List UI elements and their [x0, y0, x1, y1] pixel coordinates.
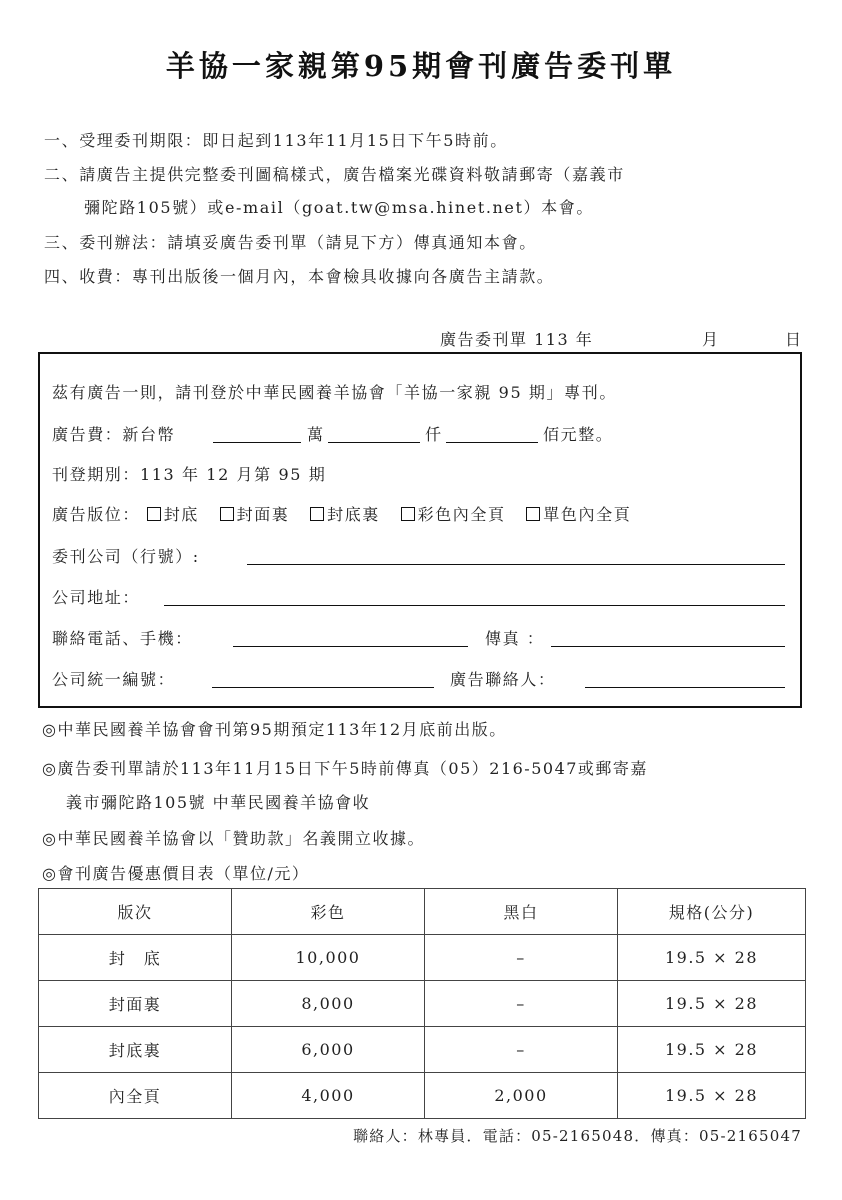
table-cell: 封面裏	[39, 981, 232, 1027]
position-option-color-page[interactable]: 彩色內全頁	[401, 502, 506, 525]
issue-line: 刊登期別：113 年 12 月第 95 期	[52, 465, 327, 484]
form-date-day: 日	[785, 330, 803, 349]
checkbox-icon[interactable]	[526, 507, 540, 521]
phone-field[interactable]	[233, 646, 468, 647]
table-cell: 8,000	[232, 981, 425, 1027]
company-field[interactable]	[247, 564, 785, 565]
table-cell: 2,000	[425, 1073, 618, 1119]
table-cell: 10,000	[232, 935, 425, 981]
position-option-back-cover[interactable]: 封底	[147, 502, 199, 525]
taxid-field[interactable]	[212, 687, 434, 688]
fee-bai-field[interactable]	[446, 442, 538, 443]
fax-field[interactable]	[551, 646, 785, 647]
table-cell: 19.5 × 28	[618, 1027, 806, 1073]
position-option-mono-page[interactable]: 單色內全頁	[526, 502, 631, 525]
phone-label: 聯絡電話、手機：	[52, 629, 193, 648]
footnote-2: ◎廣告委刊單請於113年11月15日下午5時前傳真（05）216-5047或郵寄嘉	[42, 759, 648, 778]
header-size: 規格(公分)	[618, 889, 806, 935]
header-edition: 版次	[39, 889, 232, 935]
table-cell: 4,000	[232, 1073, 425, 1119]
fee-wan-field[interactable]	[213, 442, 301, 443]
table-cell: 19.5 × 28	[618, 1073, 806, 1119]
company-label: 委刊公司（行號）:	[52, 547, 200, 566]
page-title: 羊協一家親第95期會刊廣告委刊單	[165, 49, 677, 83]
address-label: 公司地址：	[52, 588, 141, 607]
form-date-month: 月	[702, 330, 720, 349]
footnote-4: ◎會刊廣告優惠價目表（單位/元）	[42, 864, 310, 883]
table-cell: –	[425, 1027, 618, 1073]
contact-line: 聯絡人：林專員．電話：05-2165048．傳真：05-2165047	[353, 1127, 802, 1145]
table-header-row	[39, 889, 806, 935]
table-cell: 封 底	[39, 935, 232, 981]
fee-qian-unit: 仟	[425, 425, 443, 444]
table-cell: 6,000	[232, 1027, 425, 1073]
fee-wan-unit: 萬	[307, 425, 325, 444]
table-cell: –	[425, 935, 618, 981]
table-cell: 內全頁	[39, 1073, 232, 1119]
position-option-inside-front[interactable]: 封面裏	[220, 502, 290, 525]
note-2: 二、請廣告主提供完整委刊圖稿樣式，廣告檔案光碟資料敬請郵寄（嘉義市	[44, 165, 625, 184]
table-row	[39, 981, 806, 1027]
price-table	[38, 888, 806, 1119]
footnote-2-cont: 義市彌陀路105號 中華民國養羊協會收	[66, 793, 371, 812]
header-bw: 黑白	[425, 889, 618, 935]
footnote-1: ◎中華民國養羊協會會刊第95期預定113年12月底前出版。	[42, 720, 507, 739]
checkbox-icon[interactable]	[147, 507, 161, 521]
checkbox-icon[interactable]	[401, 507, 415, 521]
form-date-label: 廣告委刊單 113 年	[440, 330, 594, 349]
ad-contact-label: 廣告聯絡人：	[450, 670, 556, 689]
note-4: 四、收費：專刊出版後一個月內，本會檢具收據向各廣告主請款。	[44, 267, 555, 286]
header-color: 彩色	[232, 889, 425, 935]
table-row	[39, 1027, 806, 1073]
position-option-inside-back[interactable]: 封底裏	[310, 502, 380, 525]
checkbox-icon[interactable]	[220, 507, 234, 521]
table-row	[39, 935, 806, 981]
table-cell: 19.5 × 28	[618, 981, 806, 1027]
footnote-3: ◎中華民國養羊協會以「贊助款」名義開立收據。	[42, 829, 425, 848]
note-1: 一、受理委刊期限：即日起到113年11月15日下午5時前。	[44, 131, 508, 150]
form-intro: 茲有廣告一則，請刊登於中華民國養羊協會「羊協一家親 95 期」專刊。	[52, 383, 617, 402]
fee-label: 廣告費：新台幣	[52, 425, 176, 444]
fee-end: 佰元整。	[543, 425, 614, 444]
note-2-cont: 彌陀路105號）或e-mail（goat.tw@msa.hinet.net）本會。	[84, 198, 594, 217]
fee-qian-field[interactable]	[328, 442, 420, 443]
table-cell: 封底裏	[39, 1027, 232, 1073]
address-field[interactable]	[164, 605, 785, 606]
taxid-label: 公司統一編號：	[52, 670, 176, 689]
note-3: 三、委刊辦法：請填妥廣告委刊單（請見下方）傳真通知本會。	[44, 233, 537, 252]
checkbox-icon[interactable]	[310, 507, 324, 521]
fax-label: 傳真 ：	[485, 629, 545, 648]
table-cell: –	[425, 981, 618, 1027]
order-form	[38, 352, 802, 708]
table-row	[39, 1073, 806, 1119]
position-row	[52, 502, 645, 525]
table-cell: 19.5 × 28	[618, 935, 806, 981]
ad-contact-field[interactable]	[585, 687, 785, 688]
position-label: 廣告版位：	[52, 505, 141, 524]
